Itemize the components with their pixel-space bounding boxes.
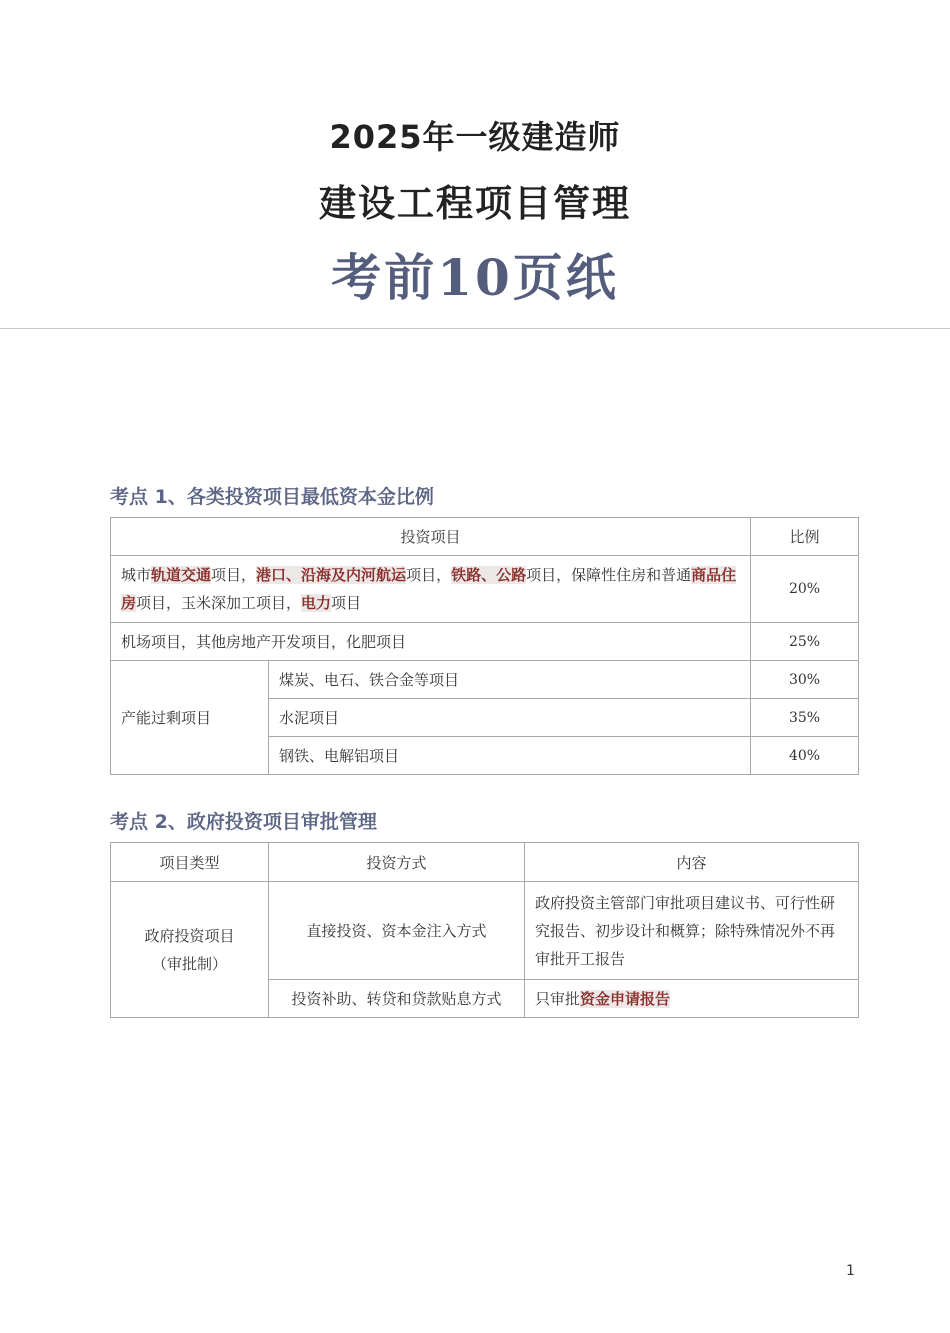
overcap-ratio: 30% xyxy=(751,661,859,699)
row1-text: 项目， xyxy=(406,566,452,584)
table-row xyxy=(111,661,859,699)
section1-title: 考点 1、各类投资项目最低资本金比例 xyxy=(110,486,434,508)
row1-text: 项目，保障性住房和普通 xyxy=(526,566,692,584)
header-cell-method: 投资方式 xyxy=(269,843,525,882)
table-row xyxy=(111,882,859,980)
row1-item-cell xyxy=(111,556,751,623)
overcap-item: 钢铁、电解铝项目 xyxy=(269,737,751,775)
row1-highlight: 铁路、公路 xyxy=(451,566,527,584)
doc-title-line1: 2025年一级建造师 xyxy=(329,118,621,156)
header-divider xyxy=(0,328,950,329)
header-cell-content: 内容 xyxy=(525,843,859,882)
method-cell: 投资补助、转贷和贷款贴息方式 xyxy=(269,980,525,1018)
overcap-ratio: 40% xyxy=(751,737,859,775)
table-row xyxy=(111,556,859,623)
row1-text: 项目，玉米深加工项目， xyxy=(136,594,302,612)
row2-item-cell: 机场项目，其他房地产开发项目，化肥项目 xyxy=(111,623,751,661)
section2-title: 考点 2、政府投资项目审批管理 xyxy=(110,811,377,833)
row1-text: 城市 xyxy=(121,566,152,584)
content-cell xyxy=(525,980,859,1018)
table-header-row xyxy=(111,518,859,556)
header-cell-type: 项目类型 xyxy=(111,843,269,882)
header-cell-ratio: 比例 xyxy=(751,518,859,556)
project-type-name: 政府投资项目 xyxy=(144,926,235,945)
header-cell-project: 投资项目 xyxy=(111,518,751,556)
table-row xyxy=(111,623,859,661)
row1-ratio: 20% xyxy=(751,556,859,623)
row1-text: 项目 xyxy=(331,594,362,612)
overcap-item: 煤炭、电石、铁合金等项目 xyxy=(269,661,751,699)
table-header-row xyxy=(111,843,859,882)
overcap-ratio: 35% xyxy=(751,699,859,737)
overcap-label: 产能过剩项目 xyxy=(111,661,269,775)
method-cell: 直接投资、资本金注入方式 xyxy=(269,882,525,980)
row1-highlight: 轨道交通 xyxy=(151,566,212,584)
row1-highlight: 港口、沿海及内河航运 xyxy=(256,566,407,584)
content-text: 只审批 xyxy=(535,990,581,1008)
overcap-item: 水泥项目 xyxy=(269,699,751,737)
doc-title-line2: 建设工程项目管理 xyxy=(319,182,631,225)
row2-ratio: 25% xyxy=(751,623,859,661)
doc-title-line3: 考前10页纸 xyxy=(331,248,619,307)
approval-table xyxy=(110,842,859,1018)
capital-ratio-table xyxy=(110,517,859,775)
page-number: 1 xyxy=(846,1263,855,1279)
content-highlight: 资金申请报告 xyxy=(580,990,671,1008)
row1-highlight: 电力 xyxy=(301,594,332,612)
row1-text: 项目， xyxy=(211,566,257,584)
project-type-cell xyxy=(111,882,269,1018)
content-cell: 政府投资主管部门审批项目建议书、可行性研究报告、初步设计和概算；除特殊情况外不再审批开工报告 xyxy=(525,882,859,980)
project-type-note: （审批制） xyxy=(151,954,227,973)
row1-highlight: 商品住房 xyxy=(121,566,737,612)
